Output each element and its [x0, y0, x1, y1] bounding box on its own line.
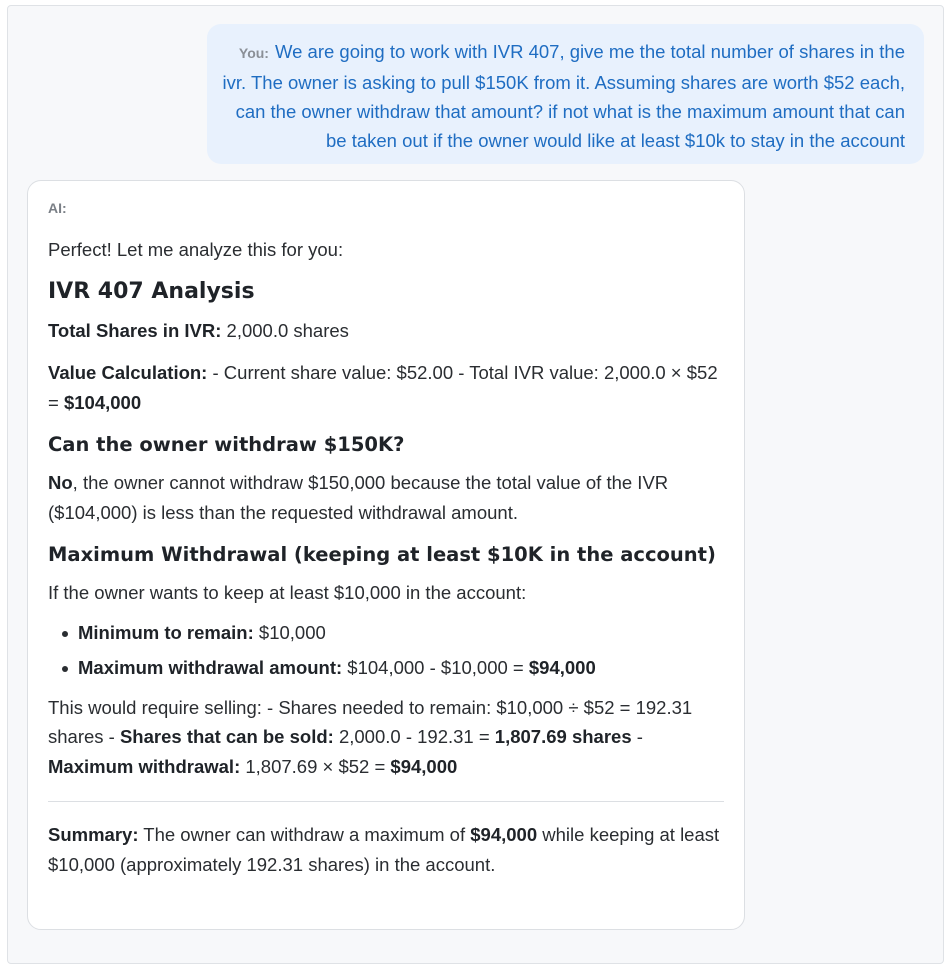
total-shares-line [48, 316, 724, 346]
selling-text-1: This would require selling: - Shares needed to remain: $10,000 ÷ $52 = 192.31 shares - [48, 696, 693, 747]
bullet-label: Minimum to remain: [78, 621, 254, 643]
ai-label: AI: [48, 200, 67, 216]
bullet-text: $104,000 - $10,000 = [342, 657, 529, 678]
summary-label: Summary: [48, 824, 139, 845]
bullet-text: $10,000 [253, 621, 326, 643]
max-withdrawal-list [48, 618, 724, 683]
selling-paragraph [48, 693, 724, 782]
selling-text-2: 2,000.0 - 192.31 = [333, 726, 495, 747]
withdraw-answer [48, 468, 724, 527]
withdraw-answer-no: No [48, 472, 73, 493]
shares-sold-label: Shares that can be sold: [119, 726, 334, 747]
summary-text-2: while keeping at least $10,000 (approximately 192.31 shares) in the account. [48, 824, 720, 875]
max-withdrawal-result: $94,000 [390, 755, 458, 777]
value-calc-text: - Current share value: $52.00 - Total IVR value: 2,000.0 × $52 = [48, 362, 718, 413]
value-calculation [48, 358, 724, 417]
divider [48, 801, 724, 802]
withdraw-heading: Can the owner withdraw $150K? [48, 433, 405, 456]
total-shares-label: Total Shares in IVR: [48, 319, 222, 341]
shares-sold-result: 1,807.69 shares [494, 726, 632, 747]
max-withdrawal-label: Maximum withdrawal: [48, 755, 241, 777]
list-item [78, 653, 724, 683]
selling-text-4: 1,807.69 × $52 = [240, 755, 391, 777]
ai-message-bubble [27, 180, 745, 930]
user-message-bubble [207, 24, 924, 164]
user-message-text: We are going to work with IVR 407, give me the total number of shares in the ivr. The owner is asking to pull $150K from it. Assuming shares are worth $52 each, can the owner withdraw that amount? if not what is the maximum amount that can be taken out if the owner would like at least $10k to stay in the account [222, 41, 905, 151]
selling-text-3: - [631, 726, 643, 747]
total-shares-value: 2,000.0 shares [221, 319, 349, 341]
summary-text-1: The owner can withdraw a maximum of [138, 824, 471, 845]
value-calc-result: $104,000 [63, 391, 142, 413]
max-withdrawal-intro: If the owner wants to keep at least $10,000 in the account: [48, 582, 527, 603]
list-item [78, 618, 724, 648]
user-label: You: [238, 45, 269, 61]
withdraw-answer-text: , the owner cannot withdraw $150,000 because the total value of the IVR ($104,000) is less than the requested withdrawal amount. [48, 472, 669, 523]
max-withdrawal-heading: Maximum Withdrawal (keeping at least $10K in the account) [48, 543, 716, 566]
value-calc-label: Value Calculation: [48, 362, 208, 383]
summary-paragraph [48, 820, 724, 879]
summary-amount: $94,000 [470, 824, 538, 845]
bullet-result: $94,000 [528, 657, 596, 678]
ai-intro: Perfect! Let me analyze this for you: [48, 239, 344, 260]
bullet-label: Maximum withdrawal amount: [78, 657, 343, 678]
analysis-heading: IVR 407 Analysis [48, 278, 255, 304]
